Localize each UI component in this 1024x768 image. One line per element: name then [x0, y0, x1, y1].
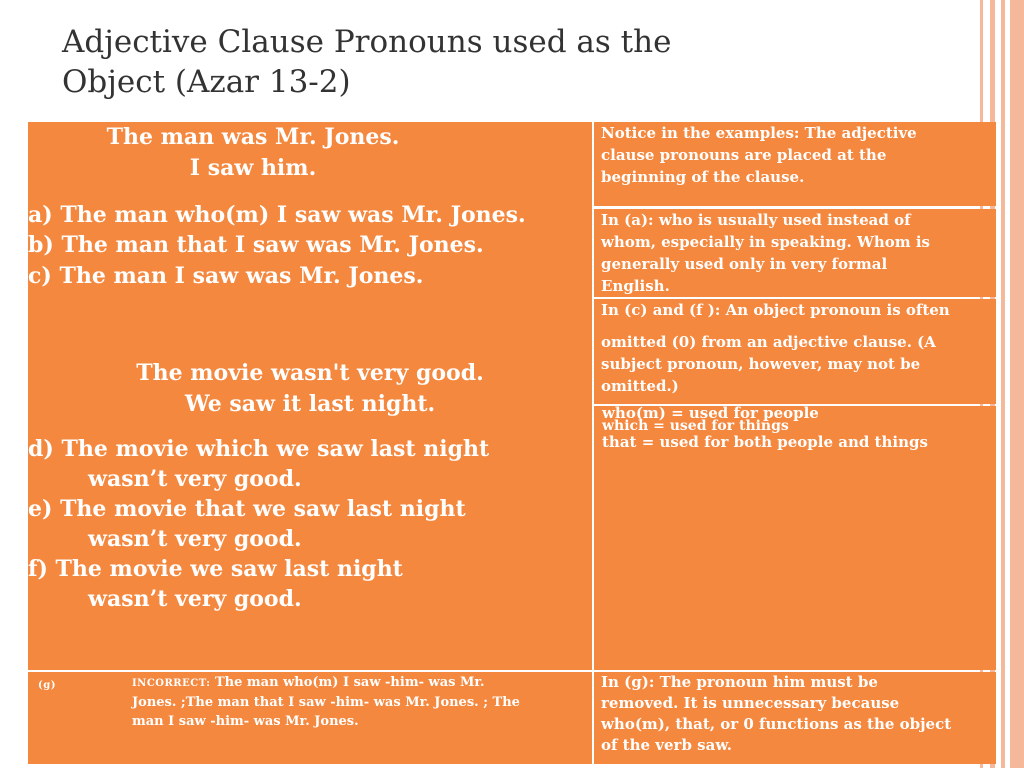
example-c: c) The man I saw was Mr. Jones. — [28, 263, 424, 289]
note-placement — [601, 122, 991, 188]
note-who-line4: English. — [601, 277, 670, 295]
note-usage-cell — [594, 406, 996, 670]
note-who-line3: generally used only in very formal — [601, 255, 888, 273]
incorrect-line2: Jones. ;The man that I saw -him- was Mr. Jones. ; The — [132, 695, 520, 710]
note-placement-line1: Notice in the examples: The adjective — [601, 124, 917, 142]
example1-line1: The man was Mr. Jones. — [106, 124, 400, 150]
example2-line2: We saw it last night. — [184, 391, 436, 417]
incorrect-text — [132, 673, 582, 731]
example-e-line2: wasn’t very good. — [88, 526, 302, 552]
incorrect-line3: man I saw -him- was Mr. Jones. — [132, 714, 359, 729]
note-placement-cell — [594, 122, 996, 206]
decor-stripe-3 — [1001, 0, 1005, 768]
note-omitted-line4: omitted.) — [601, 377, 679, 395]
note-remove-line2: removed. It is unnecessary because — [601, 694, 900, 712]
note-who — [601, 209, 991, 297]
note-omitted-line1: In (c) and (f ): An object pronoun is often — [601, 301, 950, 319]
note-omitted-line2: omitted (0) from an adjective clause. (A — [601, 333, 936, 351]
example-f-line2: wasn’t very good. — [88, 586, 302, 612]
note-placement-line2: clause pronouns are placed at the — [601, 146, 887, 164]
note-remove-line4: of the verb saw. — [601, 736, 732, 754]
incorrect-label: INCORRECT: — [132, 678, 211, 689]
slide-title — [62, 22, 962, 102]
note-placement-line3: beginning of the clause. — [601, 168, 805, 186]
note-usage-line2: which = used for things — [602, 418, 789, 434]
note-omitted-line3: subject pronoun, however, may not be — [601, 355, 921, 373]
note-omitted-rest — [601, 331, 991, 397]
example-d-line2: wasn’t very good. — [88, 466, 302, 492]
note-remove-line3: who(m), that, or 0 functions as the object — [601, 715, 952, 733]
decor-stripe-4 — [1010, 0, 1024, 768]
examples-cell — [28, 122, 592, 670]
example1-line2: I saw him. — [189, 155, 317, 181]
note-usage-line1: who(m) = used for people — [602, 406, 819, 422]
example-a: a) The man who(m) I saw was Mr. Jones. — [28, 202, 526, 228]
example2-line1: The movie wasn't very good. — [136, 360, 484, 386]
note-usage-line3: that = used for both people and things — [602, 433, 928, 451]
title-line-2: Object (Azar 13-2) — [62, 64, 351, 100]
note-who-line2: whom, especially in speaking. Whom is — [601, 233, 930, 251]
example-d-line1: d) The movie which we saw last night — [28, 436, 490, 462]
note-who-cell — [594, 209, 996, 297]
title-line-1: Adjective Clause Pronouns used as the — [62, 24, 672, 60]
note-who-line1: In (a): who is usually used instead of — [601, 211, 911, 229]
note-remove — [601, 672, 991, 756]
example-b: b) The man that I saw was Mr. Jones. — [28, 232, 484, 258]
example-e-line1: e) The movie that we saw last night — [28, 496, 466, 522]
example-g-label: (g) — [38, 680, 56, 691]
note-omitted-cell — [594, 299, 996, 404]
incorrect-line1: The man who(m) I saw -him- was Mr. — [210, 675, 485, 690]
incorrect-cell — [28, 672, 592, 764]
note-remove-line1: In (g): The pronoun him must be — [601, 673, 878, 691]
example-f-line1: f) The movie we saw last night — [28, 556, 403, 582]
note-remove-cell — [594, 672, 996, 764]
